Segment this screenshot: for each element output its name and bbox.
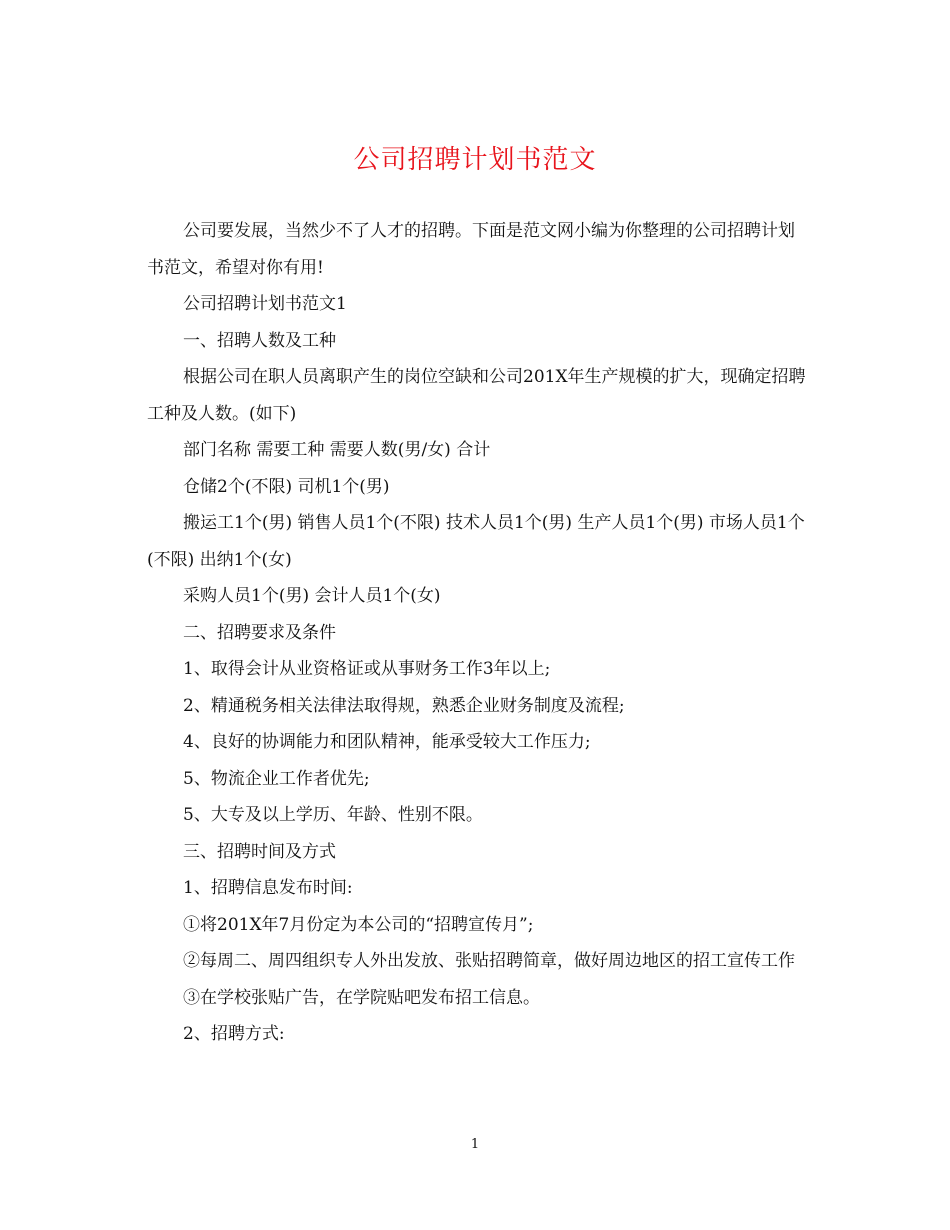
- document-body: [147, 213, 807, 1053]
- list-item: 5、物流企业工作者优先;: [183, 768, 370, 789]
- paragraph: 根据公司在职人员离职产生的岗位空缺和公司201X年生产规模的扩大，现确定招聘工种及人数。(如下): [147, 367, 806, 424]
- list-item: 搬运工1个(男) 销售人员1个(不限) 技术人员1个(男) 生产人员1个(男) 市场人员1个(不限) 出纳1个(女): [147, 513, 805, 570]
- list-item: 2、招聘方式:: [183, 1024, 285, 1044]
- list-item: 1、取得会计从业资格证或从事财务工作3年以上;: [183, 659, 551, 679]
- paragraph-intro: 公司要发展，当然少不了人才的招聘。下面是范文网小编为你整理的公司招聘计划书范文，希望对你有用!: [147, 221, 795, 278]
- list-item: ③在学校张贴广告，在学院贴吧发布招工信息。: [183, 987, 540, 1008]
- list-item: 5、大专及以上学历、年龄、性别不限。: [183, 805, 483, 825]
- list-item: 仓储2个(不限) 司机1个(男): [183, 476, 390, 497]
- paragraph-heading-sample-1: 公司招聘计划书范文1: [183, 294, 347, 314]
- list-item: ②每周二、周四组织专人外出发放、张贴招聘简章，做好周边地区的招工宣传工作: [183, 951, 795, 971]
- list-item: 2、精通税务相关法律法取得规，熟悉企业财务制度及流程;: [183, 695, 625, 716]
- list-item: 采购人员1个(男) 会计人员1个(女): [183, 586, 441, 606]
- table-header-line: 部门名称 需要工种 需要人数(男/女) 合计: [183, 440, 491, 460]
- list-item: ①将201X年7月份定为本公司的“招聘宣传月”;: [183, 914, 534, 935]
- section-heading-3: 三、招聘时间及方式: [183, 841, 336, 862]
- section-heading-2: 二、招聘要求及条件: [183, 622, 336, 643]
- section-heading-1: 一、招聘人数及工种: [183, 330, 336, 351]
- page-number: 1: [470, 1137, 480, 1152]
- document-title: 公司招聘计划书范文: [353, 145, 597, 175]
- list-item: 4、良好的协调能力和团队精神，能承受较大工作压力;: [183, 732, 591, 752]
- list-item: 1、招聘信息发布时间:: [183, 878, 353, 898]
